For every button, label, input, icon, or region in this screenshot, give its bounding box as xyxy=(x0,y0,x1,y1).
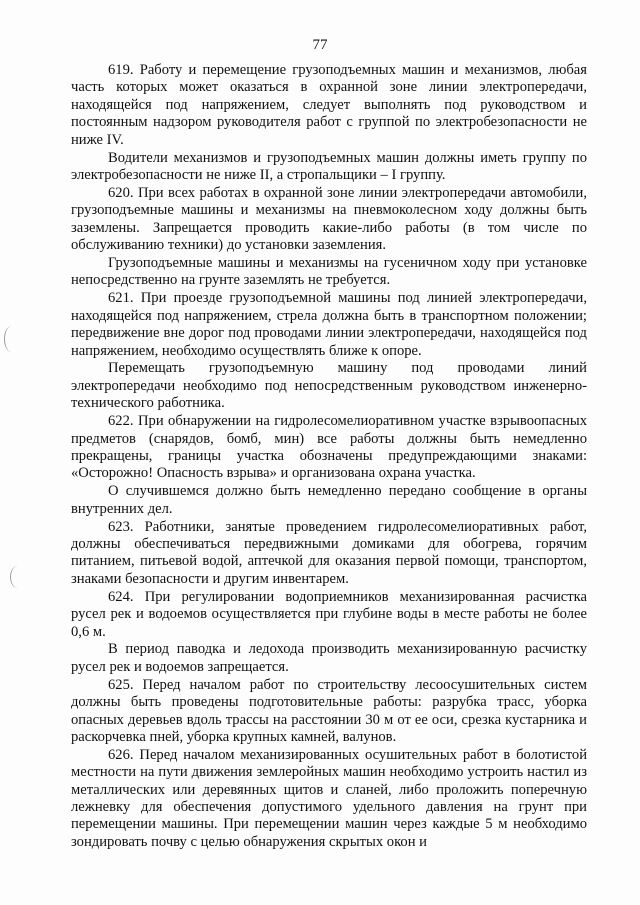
paragraph-626: 626. Перед началом механизированных осушительных работ в болотистой местности на пути движения землеройных машин необходимо устроить настил из металлических или деревянных щитов и сланей, либо проложить поперечную лежневку для обеспечения допустимого удельного давления на грунт при перемещении машины. При перемещении машин через каждые 5 м необходимо зондировать почву с целью обнаружения скрытых окон и xyxy=(71,746,587,850)
document-body xyxy=(71,62,587,852)
paragraph-623: 623. Работники, занятые проведением гидролесомелиоративных работ, должны обеспечиваться передвижными домиками для обогрева, горячим питанием, питьевой водой, аптечкой для оказания первой помощи, транспортом, знаками безопасности и другим инвентарем. xyxy=(71,518,587,587)
paragraph-619: 619. Работу и перемещение грузоподъемных машин и механизмов, любая часть которых может оказаться в охранной зоне линии электропередачи, находящейся под напряжением, следует выполнять под руководством и постоянным надзором руководителя работ с группой по электробезопасности не ниже IV. xyxy=(71,62,587,148)
paragraph-621-moving: Перемещать грузоподъемную машину под проводами линий электропередачи необходимо под непосредственным руководством инженерно-технического работника. xyxy=(71,360,587,412)
paragraph-621: 621. При проезде грузоподъемной машины под линией электропередачи, находящейся под напряжением, стрела должна быть в транспортном положении; передвижение вне дорог под проводами линии электропередачи, находящейся под напряжением, необходимо осуществлять ближе к опоре. xyxy=(71,290,587,359)
paragraph-625: 625. Перед началом работ по строительству лесоосушительных систем должны быть проведены подготовительные работы: разрубка трасс, уборка опасных деревьев вдоль трассы на расстоянии 30 м от ее оси, срезка кустарника и раскорчевка пней, уборка крупных камней, валунов. xyxy=(71,676,587,745)
punch-hole-mark xyxy=(4,326,19,352)
paragraph-620: 620. При всех работах в охранной зоне линии электропередачи автомобили, грузоподъемные машины и механизмы на пневмоколесном ходу должны быть заземлены. Запрещается проводить какие-либо работы (в том числе по обслуживанию техники) до установки заземления. xyxy=(71,184,587,254)
paragraph-619-drivers: Водители механизмов и грузоподъемных машин должны иметь группу по электробезопасности не ниже II, а стропальщики – I группу. xyxy=(71,149,587,183)
paragraph-624-flood: В период паводка и ледохода производить механизированную расчистку русел рек и водоемов запрещается. xyxy=(71,641,587,675)
paragraph-622: 622. При обнаружении на гидролесомелиоративном участке взрывоопасных предметов (снарядов, бомб, мин) все работы должны быть немедленно прекращены, границы участка обозначены предупреждающими знаками: «Осторожно! Опасность взрыва» и организована охрана участка. xyxy=(71,413,587,482)
paragraph-622-report: О случившемся должно быть немедленно передано сообщение в органы внутренних дел. xyxy=(71,483,587,517)
paragraph-624: 624. При регулировании водоприемников механизированная расчистка русел рек и водоемов осуществляется при глубине воды в месте работы не более 0,6 м. xyxy=(71,588,587,640)
page-number: 77 xyxy=(312,37,328,53)
punch-hole-mark xyxy=(10,566,25,588)
paragraph-620-tracked: Грузоподъемные машины и механизмы на гусеничном ходу при установке непосредственно на грунте заземлять не требуется. xyxy=(71,254,587,289)
